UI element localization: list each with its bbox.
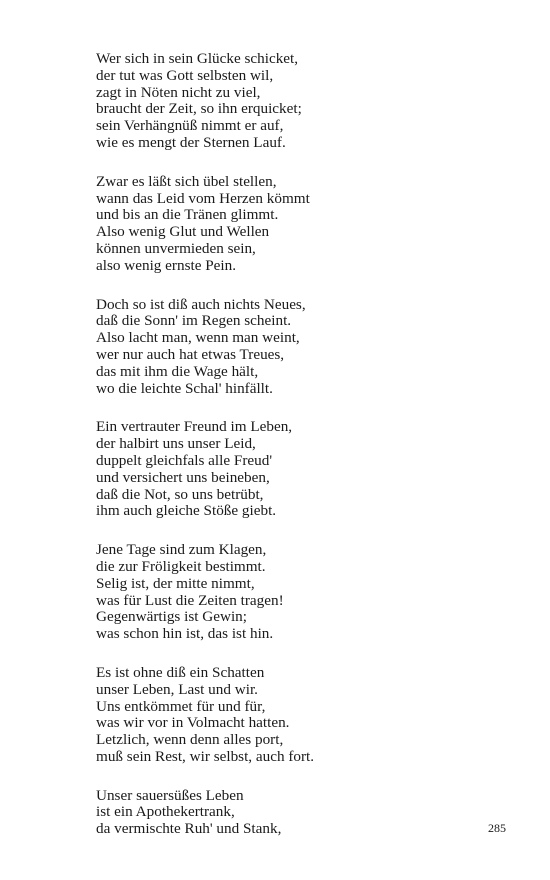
stanza-1 <box>96 51 516 152</box>
stanza-7 <box>96 788 516 838</box>
poem-text <box>96 51 516 860</box>
verse-line: also wenig ernste Pein. <box>96 256 237 274</box>
verse-line: unser Leben, Last und wir. <box>96 680 258 698</box>
verse-line: Selig ist, der mitte nimmt, <box>96 574 255 592</box>
verse-line: daß die Not, so uns betrübt, <box>96 485 264 503</box>
verse-line: der halbirt uns unser Leid, <box>96 435 256 453</box>
verse-line: Also wenig Glut und Wellen <box>96 223 270 241</box>
verse-line: was wir vor in Volmacht hatten. <box>96 714 290 732</box>
verse-line: Doch so ist diß auch nichts Neues, <box>96 295 306 313</box>
verse-line: der tut was Gott selbsten wil, <box>96 66 274 84</box>
verse-line: ihm auch gleiche Stöße giebt. <box>96 502 277 520</box>
verse-line: und bis an die Tränen glimmt. <box>96 206 279 224</box>
verse-line: und versichert uns beineben, <box>96 468 270 486</box>
verse-line: Gegenwärtigs ist Gewin; <box>96 608 247 626</box>
verse-line: das mit ihm die Wage hält, <box>96 362 259 380</box>
stanza-6 <box>96 665 516 766</box>
stanza-2 <box>96 174 516 275</box>
verse-line: zagt in Nöten nicht zu viel, <box>96 83 261 101</box>
stanza-4 <box>96 419 516 520</box>
verse-line: daß die Sonn' im Regen scheint. <box>96 312 292 330</box>
verse-line: was schon hin ist, das ist hin. <box>96 625 274 643</box>
verse-line: muß sein Rest, wir selbst, auch fort. <box>96 747 315 765</box>
verse-line: können unvermieden sein, <box>96 239 256 257</box>
verse-line: Jene Tage sind zum Klagen, <box>96 541 267 559</box>
verse-line: Unser sauersüßes Leben <box>96 786 244 804</box>
verse-line: duppelt gleichfals alle Freud' <box>96 451 273 469</box>
verse-line: da vermischte Ruh' und Stank, <box>96 820 282 838</box>
verse-line: ist ein Apothekertrank, <box>96 803 235 821</box>
verse-line: braucht der Zeit, so ihn erquicket; <box>96 100 302 118</box>
verse-line: Also lacht man, wenn man weint, <box>96 329 300 347</box>
verse-line: Wer sich in sein Glücke schicket, <box>96 50 299 67</box>
stanza-5 <box>96 542 516 643</box>
verse-line: Es ist ohne diß ein Schatten <box>96 663 265 681</box>
stanza-3 <box>96 297 516 398</box>
page-number: 285 <box>488 821 506 835</box>
verse-line: Letzlich, wenn denn alles port, <box>96 731 284 749</box>
verse-line: Zwar es läßt sich übel stellen, <box>96 172 277 190</box>
verse-line: wann das Leid vom Herzen kömmt <box>96 189 310 207</box>
verse-line: Uns entkömmet für und für, <box>96 697 266 715</box>
verse-line: wo die leichte Schal' hinfällt. <box>96 379 273 397</box>
verse-line: sein Verhängnüß nimmt er auf, <box>96 117 284 135</box>
verse-line: die zur Fröligkeit bestimmt. <box>96 557 266 575</box>
verse-line: wie es mengt der Sternen Lauf. <box>96 133 286 151</box>
verse-line: was für Lust die Zeiten tragen! <box>96 591 284 609</box>
verse-line: Ein vertrauter Freund im Leben, <box>96 418 293 436</box>
verse-line: wer nur auch hat etwas Treues, <box>96 345 285 363</box>
